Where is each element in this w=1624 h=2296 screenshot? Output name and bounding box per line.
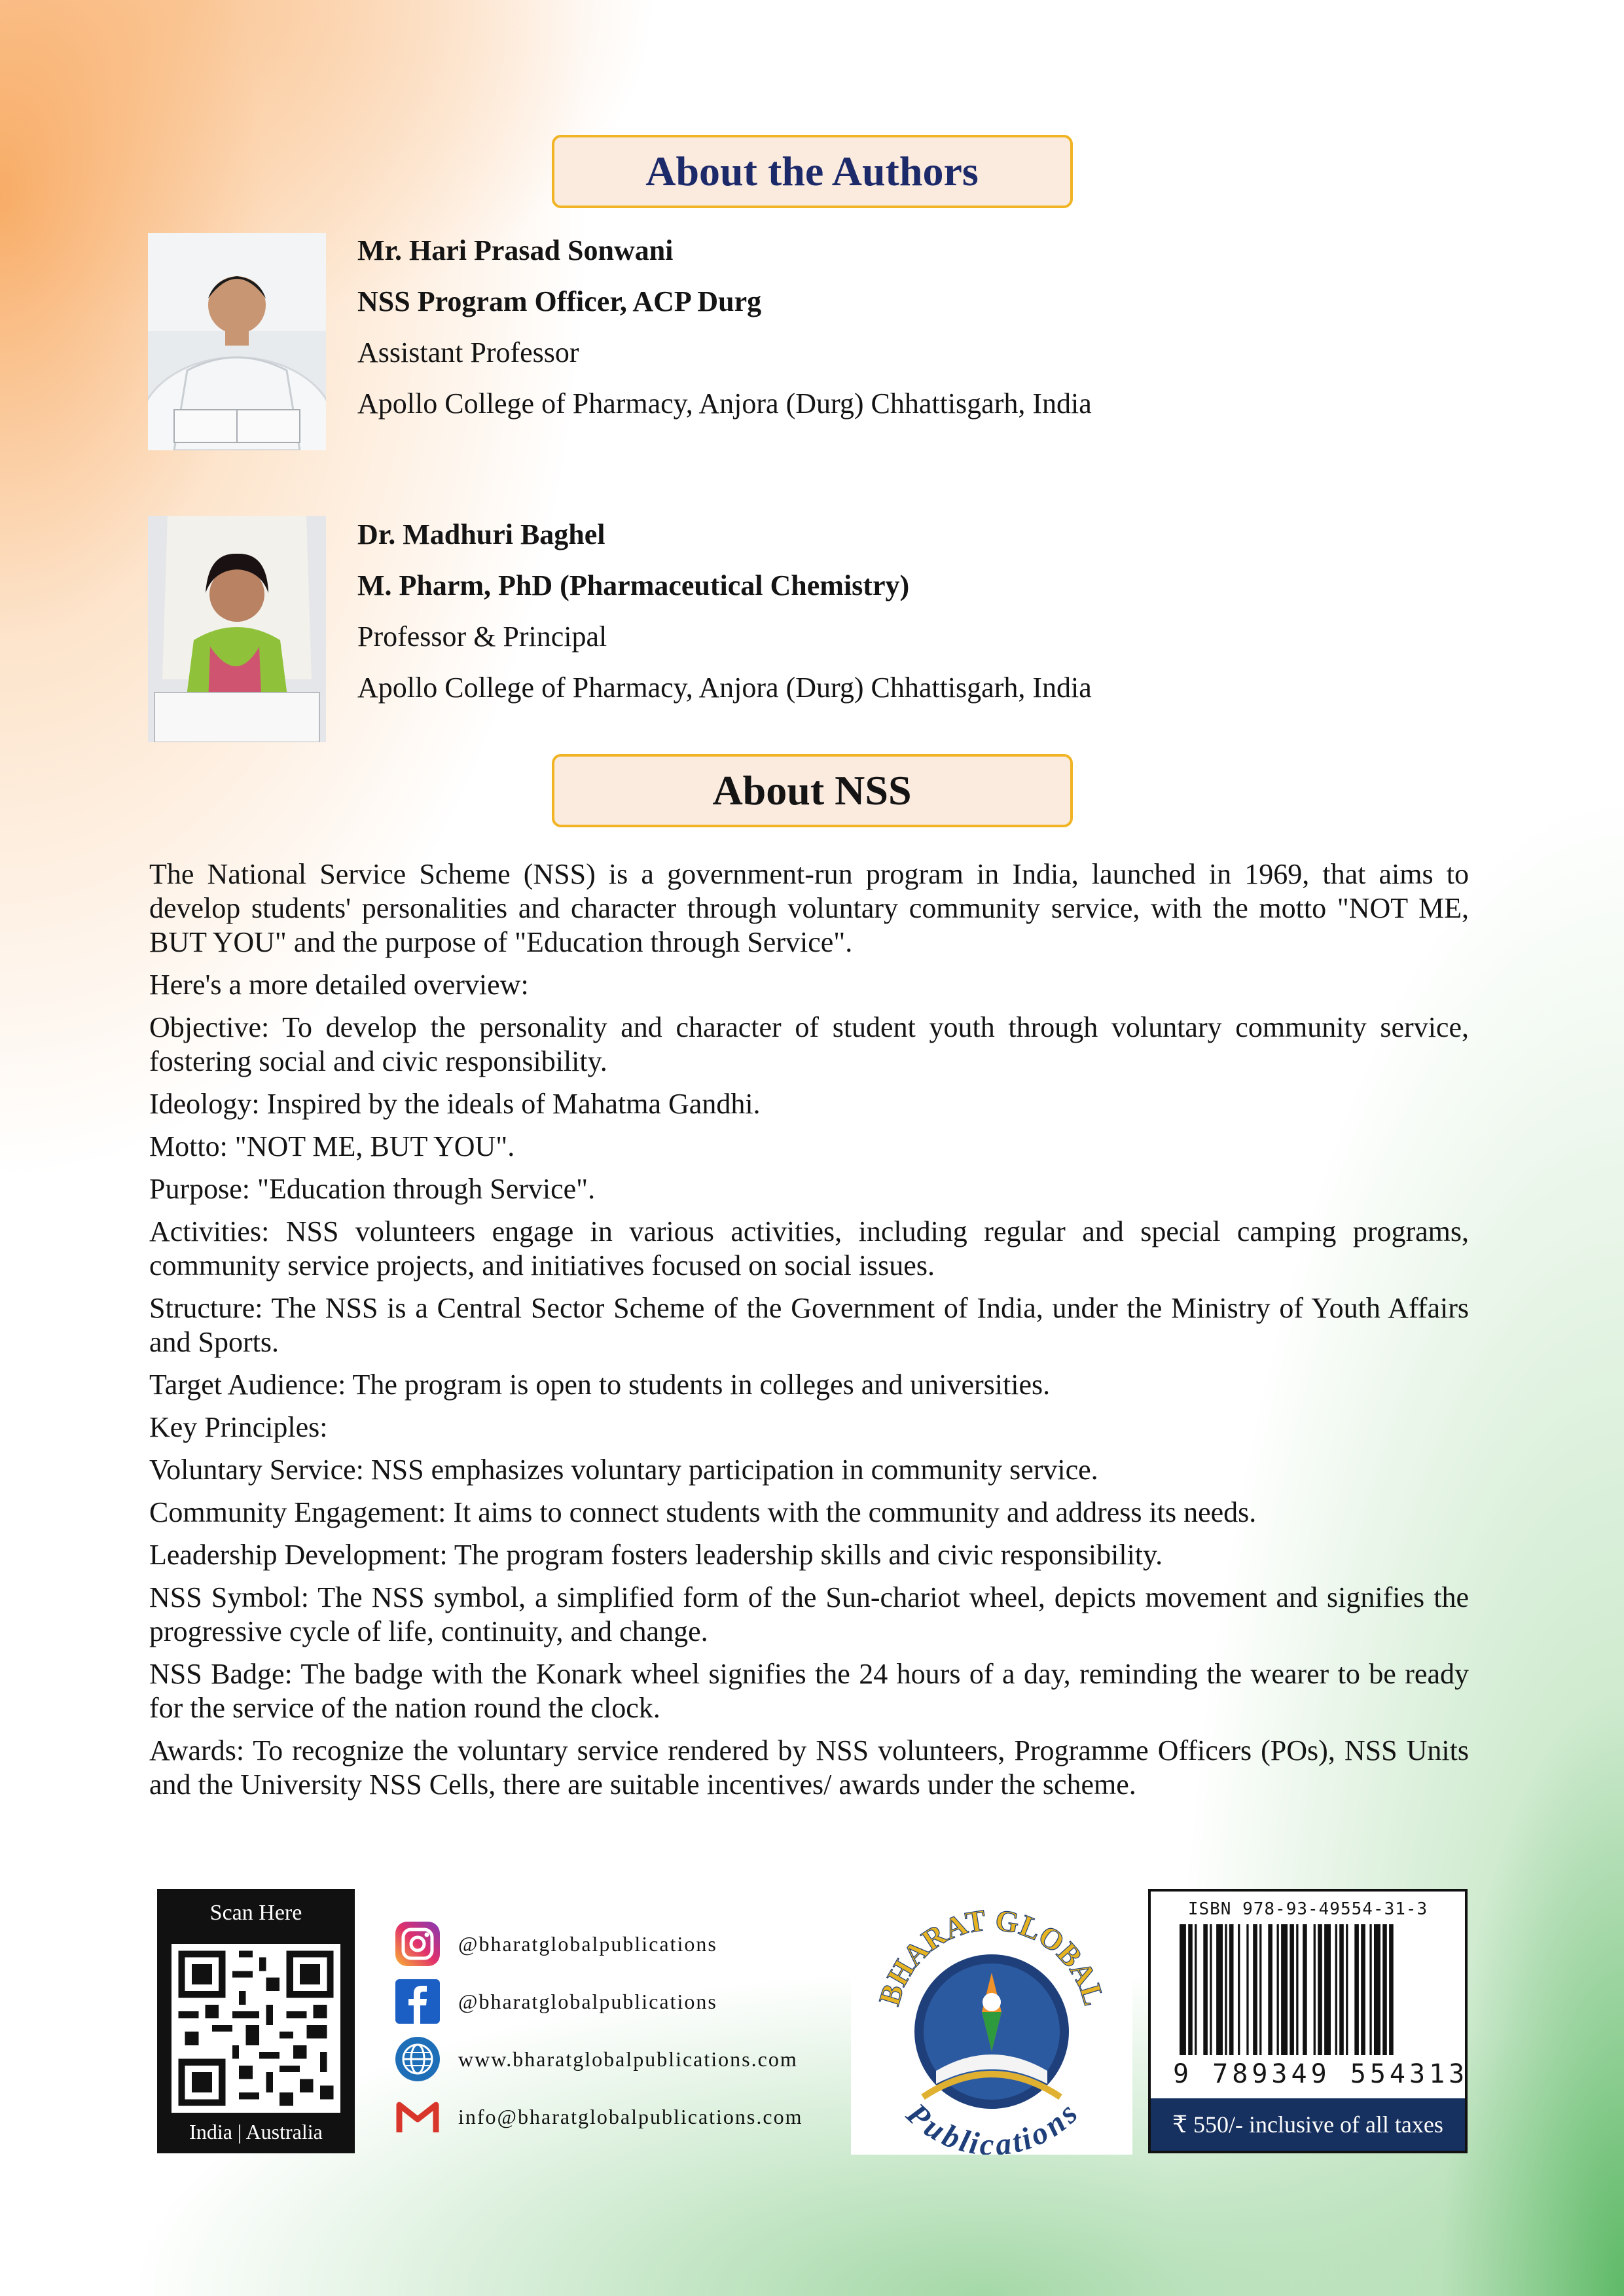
contact-list: [393, 1915, 803, 2145]
globe-icon: [393, 2034, 442, 2084]
instagram-icon: [393, 1919, 442, 1969]
nss-paragraph: Leadership Development: The program fosters leadership skills and civic responsibility.: [149, 1539, 1163, 1571]
authors-heading: About the Authors: [552, 135, 1073, 208]
nss-paragraph: NSS Badge: The badge with the Konark wheel signifies the 24 hours of a day, reminding the wearer to be ready for the service of the nation round the clock.: [149, 1658, 1469, 1724]
email-link[interactable]: [393, 2088, 803, 2145]
qr-title: Scan Here: [209, 1901, 302, 1925]
nss-paragraph: Target Audience: The program is open to students in colleges and universities.: [149, 1369, 1051, 1401]
author-info-1: [357, 225, 1092, 429]
nss-paragraph: Here's a more detailed overview:: [149, 969, 529, 1001]
isbn-barcode-panel: [1148, 1889, 1468, 2153]
nss-paragraph: Purpose: "Education through Service".: [149, 1173, 596, 1205]
email-address: info@bharatglobalpublications.com: [458, 2104, 803, 2128]
qr-footer: India | Australia: [189, 2120, 323, 2144]
nss-paragraph: Objective: To develop the personality and character of student youth through voluntary community service, fostering social and civic responsibility.: [149, 1011, 1469, 1077]
facebook-link[interactable]: [393, 1973, 803, 2030]
author-role: Professor & Principal: [357, 620, 607, 653]
isbn-digits: 9 789349 554313: [1173, 2059, 1469, 2089]
nss-paragraph: Voluntary Service: NSS emphasizes voluntary participation in community service.: [149, 1454, 1098, 1486]
nss-paragraph: NSS Symbol: The NSS symbol, a simplified form of the Sun-chariot wheel, depicts movement and signifies the progressive cycle of life, continuity, and change.: [149, 1581, 1469, 1647]
instagram-handle: @bharatglobalpublications: [458, 1931, 717, 1956]
nss-paragraph: Key Principles:: [149, 1411, 328, 1443]
nss-paragraph: Awards: To recognize the voluntary service rendered by NSS volunteers, Programme Officers (POs), NSS Units and the University NSS Cells, there are suitable incentives/ awards under the scheme.: [149, 1734, 1469, 1801]
nss-paragraph: Community Engagement: It aims to connect students with the community and address its needs.: [149, 1496, 1257, 1528]
nss-paragraph: Activities: NSS volunteers engage in various activities, including regular and special camping programs, community service projects, and initiatives focused on social issues.: [149, 1215, 1469, 1282]
author-name: Dr. Madhuri Baghel: [357, 518, 605, 550]
author-title: M. Pharm, PhD (Pharmaceutical Chemistry): [357, 569, 910, 601]
mail-icon: [393, 2092, 442, 2142]
instagram-link[interactable]: [393, 1915, 803, 1973]
nss-description: [149, 857, 1469, 1810]
author-affiliation: Apollo College of Pharmacy, Anjora (Durg) Chhattisgarh, India: [357, 387, 1092, 420]
author-name: Mr. Hari Prasad Sonwani: [357, 234, 674, 266]
author-affiliation: Apollo College of Pharmacy, Anjora (Durg) Chhattisgarh, India: [357, 672, 1092, 704]
website-link[interactable]: [393, 2030, 803, 2088]
isbn-label: ISBN 978-93-49554-31-3: [1187, 1899, 1428, 1919]
nss-paragraph: Structure: The NSS is a Central Sector Scheme of the Government of India, under the Ministry of Youth Affairs and Sports.: [149, 1292, 1469, 1358]
nss-heading: About NSS: [552, 754, 1073, 827]
publisher-logo: [851, 1888, 1132, 2155]
qr-code-panel[interactable]: [157, 1889, 355, 2153]
nss-paragraph: Ideology: Inspired by the ideals of Mahatma Gandhi.: [149, 1088, 761, 1120]
nss-paragraph: The National Service Scheme (NSS) is a government-run program in India, launched in 1969, that aims to develop students' personalities and character through voluntary community service, with the motto "NOT ME, BUT YOU" and the purpose of "Education through Service".: [149, 858, 1469, 958]
author-info-2: [357, 509, 1092, 713]
website-url: www.bharatglobalpublications.com: [458, 2047, 798, 2071]
facebook-handle: @bharatglobalpublications: [458, 1989, 717, 2013]
facebook-icon: [393, 1977, 442, 2026]
price-label: ₹ 550/- inclusive of all taxes: [1151, 2098, 1465, 2151]
logo-top-text: BHARAT GLOBAL: [872, 1903, 1111, 2009]
qr-code-icon[interactable]: [171, 1944, 340, 2113]
author-role: Assistant Professor: [357, 336, 579, 368]
nss-paragraph: Motto: "NOT ME, BUT YOU".: [149, 1130, 515, 1162]
author-photo-2: [148, 516, 326, 742]
author-title: NSS Program Officer, ACP Durg: [357, 285, 762, 317]
author-photo-1: [148, 233, 326, 450]
logo-bottom-text: Publications: [899, 2096, 1085, 2155]
barcode-icon: [1180, 1924, 1439, 2055]
